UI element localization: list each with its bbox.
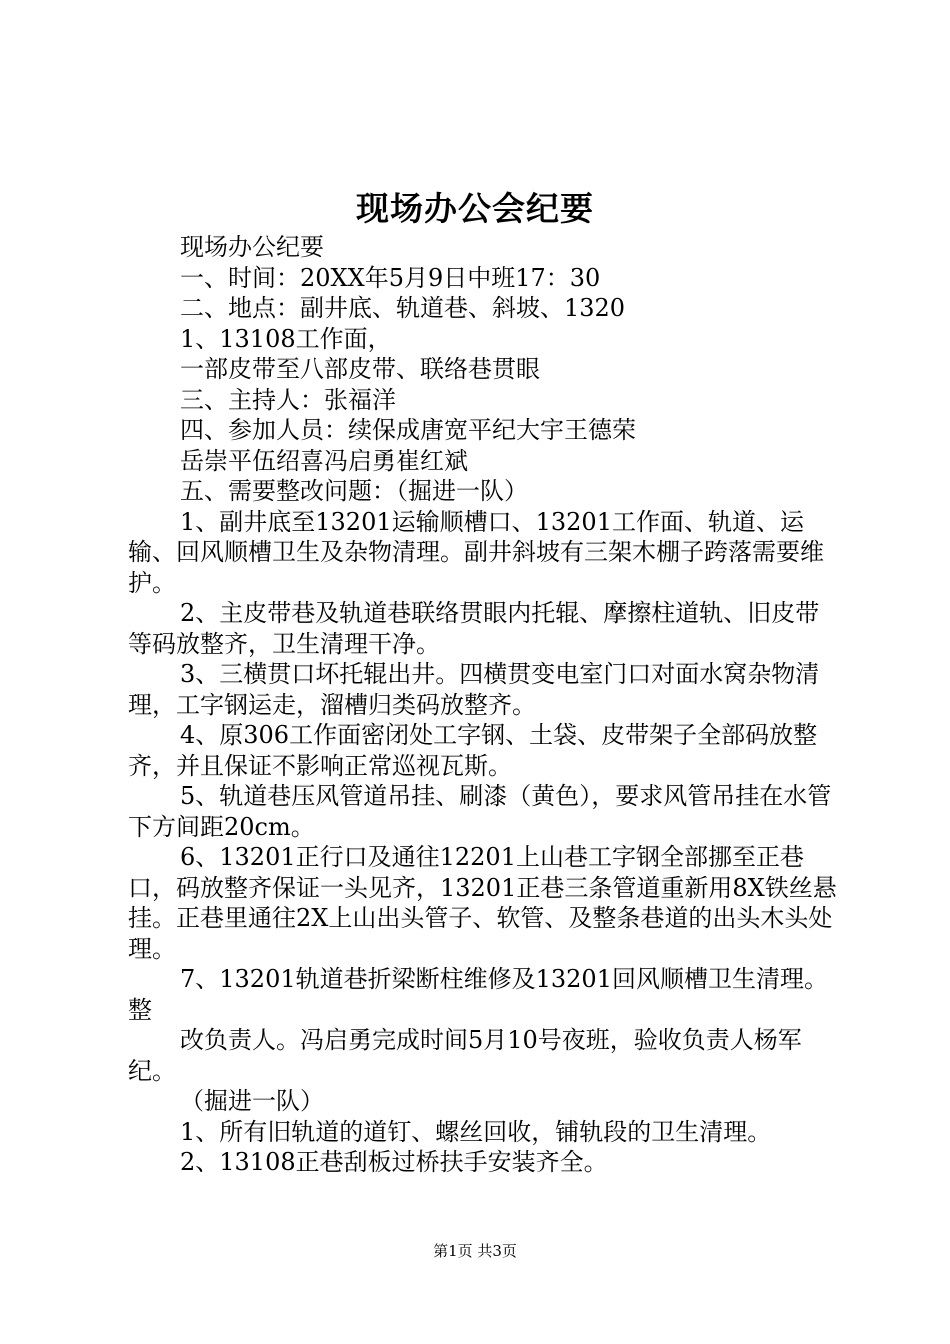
- paragraph-heading: 现场办公纪要: [180, 233, 324, 261]
- list-item: 7、13201轨道巷折梁断柱维修及13201回风顺槽卫生清理。整: [128, 965, 828, 1024]
- document-body: [128, 232, 840, 1178]
- list-item: 1、所有旧轨道的道钉、螺丝回收，铺轨段的卫生清理。: [180, 1117, 772, 1146]
- paragraph-issues-heading: 五、需要整改问题：（掘进一队）: [180, 477, 528, 505]
- list-item: 5、轨道巷压风管道吊挂、刷漆（黄色），要求风管吊挂在水管下方间距20cm。: [128, 782, 832, 841]
- paragraph-attendees: 四、参加人员：续保成唐宽平纪大宇王德荣: [180, 416, 636, 444]
- list-item: 2、13108正巷刮板过桥扶手安装齐全。: [180, 1148, 608, 1176]
- page-footer: 第1页 共3页: [433, 1242, 517, 1260]
- list-item: 6、13201正行口及通往12201上山巷工字钢全部挪至正巷口，码放整齐保证一头见齐，13201正巷三条管道重新用8X铁丝悬挂。正巷里通往2X上山出头管子、软管、及整条巷道的出头木头处理。: [128, 843, 837, 963]
- document-title: 现场办公会纪要: [356, 189, 594, 228]
- list-item: 2、主皮带巷及轨道巷联络贯眼内托辊、摩擦柱道轨、旧皮带等码放整齐，卫生清理干净。: [128, 599, 820, 658]
- paragraph-host: 三、主持人：张福洋: [180, 385, 396, 414]
- list-item: （掘进一队）: [180, 1087, 324, 1115]
- list-item: 1、副井底至13201运输顺槽口、13201工作面、轨道、运输、回风顺槽卫生及杂物清理。副井斜坡有三架木棚子跨落需要维护。: [128, 507, 824, 597]
- paragraph-location: 二、地点：副井底、轨道巷、斜坡、1320: [180, 294, 626, 322]
- list-item: 4、原306工作面密闭处工字钢、土袋、皮带架子全部码放整齐，并且保证不影响正常巡视瓦斯。: [128, 721, 818, 780]
- paragraph-workface: 1、13108工作面，: [180, 324, 392, 353]
- list-item: 3、三横贯口坏托辊出井。四横贯变电室门口对面水窝杂物清理，工字钢运走，溜槽归类码放整齐。: [128, 660, 820, 719]
- paragraph-time: 一、时间：20XX年5月9日中班17：30: [180, 263, 601, 292]
- paragraph-attendees-cont: 岳崇平伍绍喜冯启勇崔红斌: [180, 446, 468, 475]
- list-item: 改负责人。冯启勇完成时间5月10号夜班，验收负责人杨军纪。: [128, 1026, 802, 1085]
- paragraph-belt: 一部皮带至八部皮带、联络巷贯眼: [180, 355, 540, 383]
